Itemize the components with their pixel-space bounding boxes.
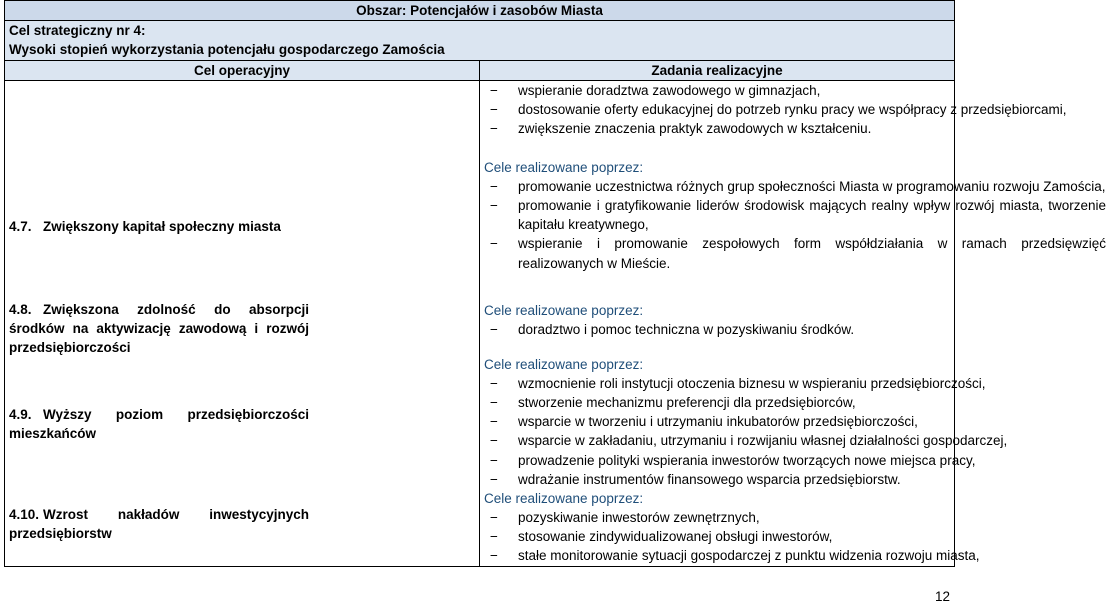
page-number: 12 (934, 589, 950, 604)
task-item: − stałe monitorowanie sytuacji gospodarczej z punktu widzenia rozwoju miasta, (490, 548, 980, 564)
cele-label: Cele realizowane poprzez: (484, 356, 644, 372)
task-item: − stworzenie mechanizmu preferencji dla przedsiębiorców, (490, 395, 856, 411)
goal-4-9 (9, 405, 309, 443)
goal-number: 4.7. (9, 218, 32, 234)
task-list-gimnazja (484, 81, 1106, 139)
task-item: − zwiększenie znaczenia praktyk zawodowych w kształceniu. (490, 121, 872, 137)
task-item: − dostosowanie oferty edukacyjnej do potrzeb rynku pracy we współpracy z przedsiębiorcami, (490, 102, 1067, 118)
task-item: − doradztwo i pomoc techniczna w pozyskiwaniu środków. (490, 321, 855, 337)
goal-text: Wzrost nakładów inwestycyjnych przedsiębiorstw (9, 506, 309, 542)
goal-number: 4.8. (9, 301, 32, 317)
task-item: − pozyskiwanie inwestorów zewnętrznych, (490, 509, 760, 525)
tasks-cell (480, 80, 1106, 566)
operational-goals-cell (5, 80, 480, 566)
goal-number: 4.9. (9, 406, 32, 422)
task-item: − wspieranie i promowanie zespołowych form współdziałania w ramach przedsięwzięć realizowanych w Mieście. (490, 236, 1106, 271)
task-list-4-9 (484, 374, 1106, 489)
column-header-operational-goal: Cel operacyjny (5, 60, 480, 80)
task-item: − promowanie uczestnictwa różnych grup społeczności Miasta w programowaniu rozwoju Zamościa, (490, 178, 1106, 194)
cele-label: Cele realizowane poprzez: (484, 490, 644, 506)
cele-label: Cele realizowane poprzez: (484, 302, 644, 318)
task-item: − wsparcie w zakładaniu, utrzymaniu i rozwijaniu własnej działalności gospodarczej, (490, 433, 1008, 449)
goal-text: Zwiększona zdolność do absorpcji środków na aktywizację zawodową i rozwój przedsiębiorczości (9, 301, 309, 356)
goal-number: 4.10. (9, 506, 40, 522)
goal-4-7 (9, 217, 309, 236)
task-item: − wdrażanie instrumentów finansowego wsparcia przedsiębiorstw. (490, 471, 901, 487)
task-item: − wspieranie doradztwa zawodowego w gimnazjach, (490, 82, 821, 98)
strategic-goal (5, 21, 955, 60)
task-list-4-10 (484, 508, 1106, 566)
cele-label: Cele realizowane poprzez: (484, 159, 644, 175)
strategic-goal-number: Cel strategiczny nr 4: (9, 23, 146, 39)
strategy-table (4, 0, 1106, 567)
strategic-goal-title: Wysoki stopień wykorzystania potencjału gospodarczego Zamościa (9, 42, 445, 58)
task-item: − stosowanie zindywidualizowanej obsługi inwestorów, (490, 529, 833, 545)
task-item: − wsparcie w tworzeniu i utrzymaniu inkubatorów przedsiębiorczości, (490, 414, 918, 430)
goal-4-10 (9, 505, 309, 543)
column-header-tasks: Zadania realizacyjne (480, 60, 955, 80)
task-list-4-7 (484, 177, 1106, 273)
task-item: − prowadzenie polityki wspierania inwestorów tworzących nowe miejsca pracy, (490, 452, 976, 468)
goal-4-8 (9, 300, 309, 358)
task-list-4-8 (484, 320, 1106, 339)
goal-text: Wyższy poziom przedsiębiorczości mieszkańców (9, 406, 309, 442)
task-item: − promowanie i gratyfikowanie liderów środowisk mających realny wpływ rozwój miasta, tworzenie kapitału kreatywnego, (490, 198, 1106, 233)
goal-text: Zwiększony kapitał społeczny miasta (43, 218, 281, 234)
task-item: − wzmocnienie roli instytucji otoczenia biznesu w wspieraniu przedsiębiorczości, (490, 375, 986, 391)
area-title: Obszar: Potencjałów i zasobów Miasta (5, 1, 955, 21)
